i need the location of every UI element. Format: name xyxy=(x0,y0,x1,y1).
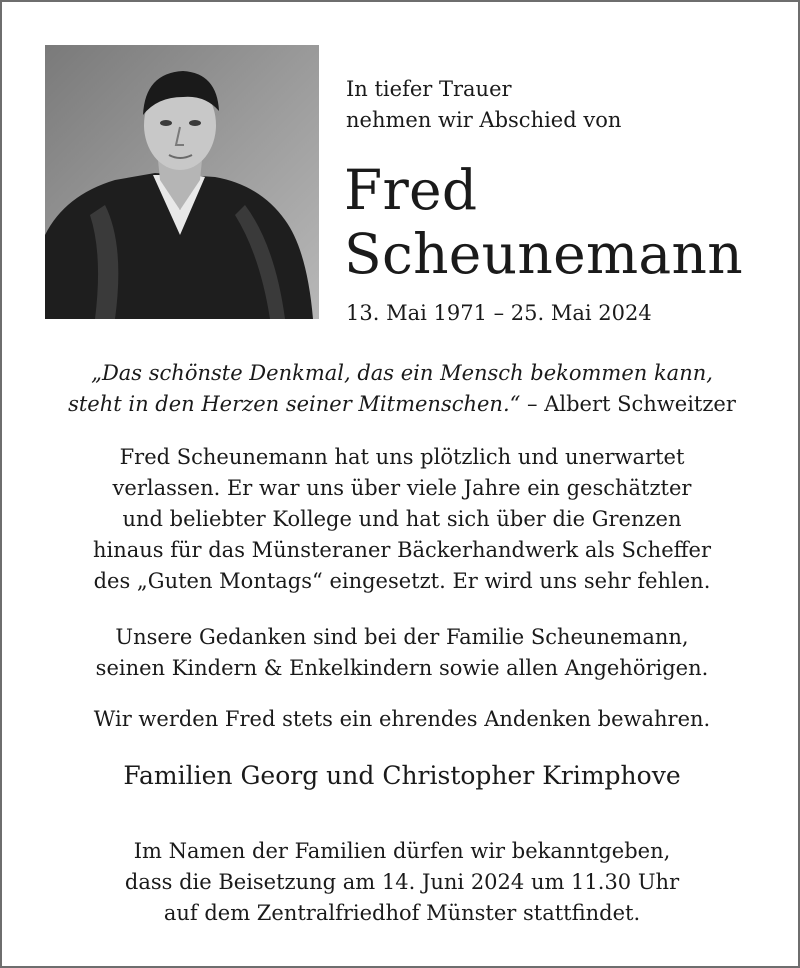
text-line: verlassen. Er war uns über viele Jahre ein geschätzter xyxy=(112,476,692,500)
text-line: Fred Scheunemann hat uns plötzlich und unerwartet xyxy=(119,445,685,469)
text-line: und beliebter Kollege und hat sich über die Grenzen xyxy=(122,507,682,531)
quote-line-with-author xyxy=(22,389,782,420)
first-name: Fred xyxy=(344,158,478,222)
text-line: seinen Kindern & Enkelkindern sowie allen Angehörigen. xyxy=(95,656,709,680)
portrait-photo xyxy=(45,45,319,319)
paragraph-tribute xyxy=(22,442,782,597)
deceased-name xyxy=(344,158,784,286)
text-line: Wir werden Fred stets ein ehrendes Andenken bewahren. xyxy=(93,707,711,731)
last-name: Scheunemann xyxy=(344,222,743,286)
text-line: dass die Beisetzung am 14. Juni 2024 um 11.30 Uhr xyxy=(124,870,680,894)
quote-line: „Das schönste Denkmal, das ein Mensch bekommen kann, xyxy=(91,361,713,385)
paragraph-remembrance xyxy=(22,704,782,735)
portrait-icon xyxy=(45,45,319,319)
life-dates: 13. Mai 1971 – 25. Mai 2024 xyxy=(346,301,652,325)
text-line: Im Namen der Familien dürfen wir bekanntgeben, xyxy=(133,839,671,863)
paragraph-condolence xyxy=(22,622,782,684)
intro-line: In tiefer Trauer xyxy=(346,77,512,101)
text-line: hinaus für das Münsteraner Bäckerhandwerk als Scheffer xyxy=(92,538,712,562)
quote-text: steht in den Herzen seiner Mitmenschen.“ xyxy=(68,392,521,416)
quote-author: – Albert Schweitzer xyxy=(520,392,736,416)
intro-line: nehmen wir Abschied von xyxy=(346,108,622,132)
signers xyxy=(22,758,782,794)
paragraph-funeral-info xyxy=(22,836,782,929)
quote-block xyxy=(22,358,782,420)
intro-text xyxy=(346,74,776,136)
text-line: auf dem Zentralfriedhof Münster stattfindet. xyxy=(163,901,641,925)
signers-line: Familien Georg und Christopher Krimphove xyxy=(123,761,681,790)
text-line: Unsere Gedanken sind bei der Familie Scheunemann, xyxy=(115,625,689,649)
text-line: des „Guten Montags“ eingesetzt. Er wird uns sehr fehlen. xyxy=(93,569,711,593)
